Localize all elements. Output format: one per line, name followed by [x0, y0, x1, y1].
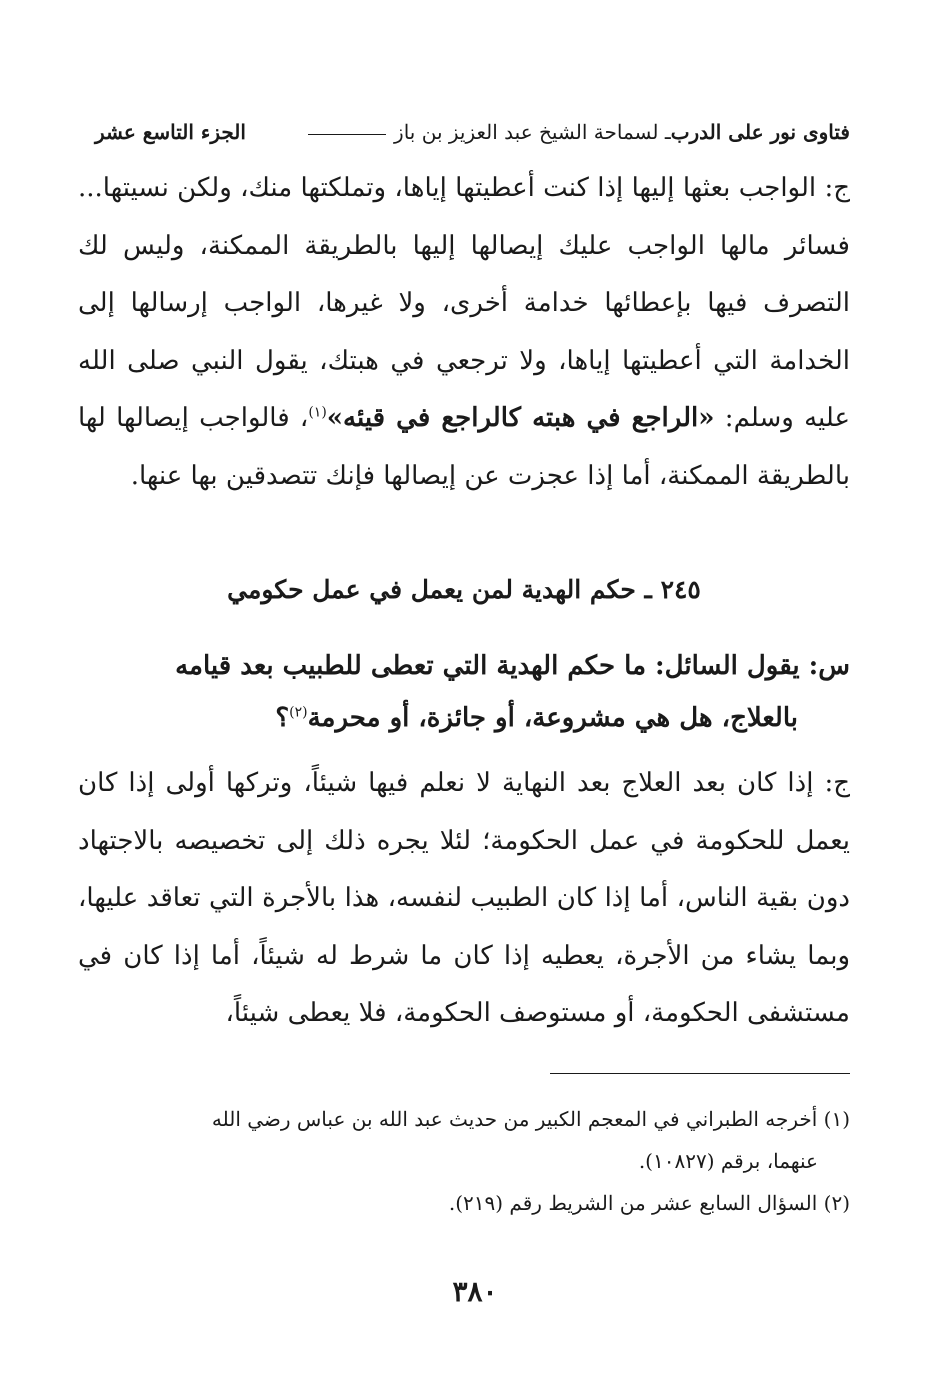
running-header-title — [300, 120, 850, 144]
footnote-ref-1: (١) — [308, 404, 327, 421]
question-paragraph — [78, 640, 850, 744]
volume-label: الجزء التاسع عشر — [95, 120, 246, 144]
question-line-1: س: يقول السائل: ما حكم الهدية التي تعطى للطبيب بعد قيامه — [175, 651, 850, 681]
section-heading: ٢٤٥ ـ حكم الهدية لمن يعمل في عمل حكومي — [227, 575, 701, 604]
footnote-separator — [550, 1073, 850, 1074]
footnote-ref-2: (٢) — [289, 704, 308, 721]
answer-paragraph-2: ج: إذا كان بعد العلاج بعد النهاية لا نعلم فيها شيئاً، وتركها أولى إذا كان يعمل للحكومة في عمل الحكومة؛ لئلا يجره ذلك إلى تخصيصه بالاجتهاد دون بقية الناس، أما إذا كان الطبيب لنفسه، هذا بالأجرة التي تعاقد عليها، وبما يشاء من الأجرة، يعطيه إذا كان ما شرط له شيئاً، أما إذا كان في مستشفى الحكومة، أو مستوصف الحكومة، فلا يعطى شيئاً، — [78, 768, 850, 1028]
footnote-1-line-2: عنهما، برقم (١٠٨٢٧). — [638, 1149, 818, 1173]
book-title: فتاوى نور على الدرب — [670, 120, 850, 144]
footnote-2-line-1: (٢) السؤال السابع عشر من الشريط رقم (٢١٩). — [448, 1191, 850, 1215]
author-name: ـ لسماحة الشيخ عبد العزيز بن باز — [394, 120, 671, 144]
footnote-2 — [78, 1182, 850, 1224]
question-line-2: بالعلاج، هل هي مشروعة، أو جائزة، أو محرمة — [307, 703, 798, 733]
answer-1-text: ج: الواجب بعثها إليها إذا كنت أعطيتها إياها، وتملكتها منك، ولكن نسيتها... فسائر مالها الواجب عليك إيصالها إليها بالطريقة الممكنة، وليس لك التصرف فيها بإعطائها خدامة أخرى، ولا غيرها، الواجب إرسالها إلى الخدامة التي أعطيتها إياها، ولا ترجعي في هبتك، يقول النبي صلى الله عليه وسلم: — [78, 173, 850, 433]
footnote-1 — [78, 1098, 850, 1182]
footnotes — [78, 1098, 850, 1224]
hadith-quote: «الراجع في هبته كالراجع في قيئه» — [326, 403, 715, 433]
running-header — [95, 112, 850, 152]
page-number: ٣٨٠ — [452, 1275, 498, 1308]
question-mark: ؟ — [275, 703, 290, 733]
answer-paragraph-1 — [78, 160, 850, 505]
answer-1-text-end: ، فالواجب إيصالها لها بالطريقة الممكنة، أما إذا عجزت عن إيصالها فإنك تتصدقين بها عنها. — [78, 403, 850, 491]
footnote-1-line-1: (١) أخرجه الطبراني في المعجم الكبير من حديث عبد الله بن عباس رضي الله — [211, 1107, 850, 1131]
question-line-2-wrap — [78, 692, 850, 744]
header-rule — [308, 134, 386, 135]
